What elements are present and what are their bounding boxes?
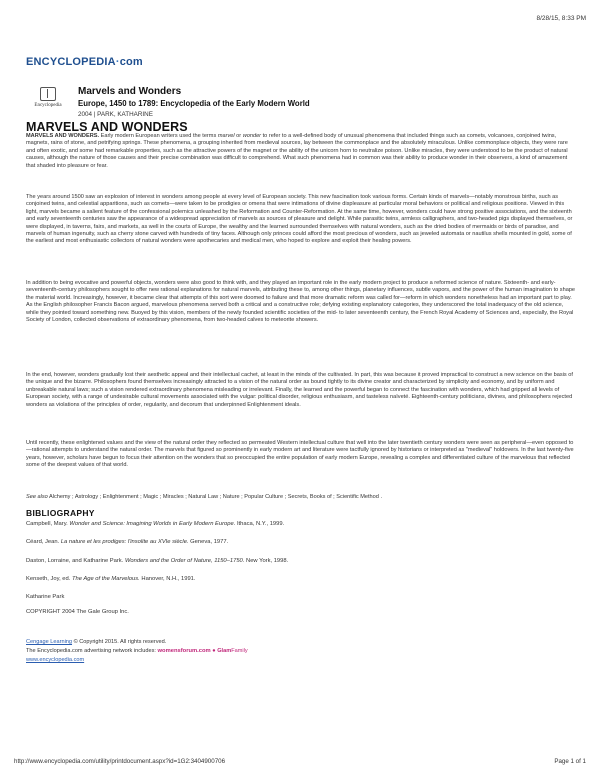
book-icon	[40, 87, 56, 101]
womensforum-logo[interactable]: womensforum.com	[157, 648, 211, 654]
article-source: Europe, 1450 to 1789: Encyclopedia of the Early Modern World	[78, 99, 310, 108]
paragraph-lead: MARVELS AND WONDERS.	[26, 133, 100, 139]
print-url: http://www.encyclopedia.com/utility/printdocument.aspx?id=1G2:3404900706	[14, 758, 226, 765]
see-also	[26, 494, 382, 500]
cengage-link[interactable]: Cengage Learning	[26, 639, 73, 645]
encyclopedia-badge	[26, 87, 70, 108]
author-name: Katharine Park	[26, 594, 65, 600]
encyclopedia-logo[interactable]	[26, 56, 143, 68]
logo-part-1: ENCYCLOPEDIA	[26, 56, 116, 68]
article-meta: 2004 | PARK, KATHARINE	[78, 111, 153, 118]
see-also-list: Alchemy ; Astrology ; Enlightenment ; Magic ; Miracles ; Natural Law ; Nature ; Popular Culture ; Secrets, Books of ; Scientific Method .	[47, 494, 382, 500]
bibliography-entry: Kenseth, Joy, ed. The Age of the Marvelous. Hanover, N.H., 1991.	[26, 576, 196, 582]
logo-part-2: ·	[115, 56, 120, 68]
paragraph-4: In the end, however, wonders gradually lost their aesthetic appeal and their intellectual cachet, at least in the minds of the cultivated. In part, this was because it proved impractical to construct a new science on the basis of the unique and the bizarre. Philosophers found themselves increasingly attracted to a vision of the natural order as bound tightly to its divine creator and characterized by simplicity and economy, and by uniform and unbreakable natural laws; such a vision rendered extraordinary phenomena misleading or irrelevant. Finally, the learned and the powerful began to connect the fascination with wonders, which had gripped all levels of European society, with a range of undesirable cultural movements associated with the vulgar: political disorder, religious enthusiasm, and tasteless naïveté. Eighteenth-century politicians, divines, and philosophers rejected wonders as violations of the principles of order, regularity, and decorum that underpinned Enlightenment ideals.	[26, 372, 573, 408]
footer-rights: Cengage Learning © Copyright 2015. All rights reserved.	[26, 639, 167, 645]
paragraph-2: The years around 1500 saw an explosion of interest in wonders among people at every level of European society. This new fascination took various forms. Certain kinds of marvels—notably monstrous births, such as conjoined twins, and celestial apparitions, such as comets—were taken to be prodigies or omens that were intimations of divine displeasure at particular moral behaviors or political and religious positions. Viewed in this light, marvels became a salient feature of the confessional polemics unleashed by the Reformation and Counter-Reformation. At the same time, however, wonders could have strong positive associations, and the sixteenth and early seventeenth centuries saw the appearance of a widespread appreciation of marvels as sources of pleasure and delight. While parasitic twins, armless calligraphers, and two-headed pigs displayed themselves, or were displayed, in taverns, fairs, and markets, as well in the courts of Europe, the wealthy and the learned surrounded themselves with natural wonders, such as the dried bodies of mermaids or birds of paradise, and marvels of human ingenuity, such as cherry stone carved with hundreds of tiny faces. Although only princes could afford the most precious of wonders, such as jeweled automata or nautilus shells mounted in gold, some of the earliest and most enthusiastic collectors of natural wonders were apothecaries and medical men, who hoped to explore and exploit their healing powers.	[26, 194, 573, 245]
bibliography-entry: Daston, Lorraine, and Katharine Park. Wonders and the Order of Nature, 1150–1750. New York, 1998.	[26, 558, 289, 564]
paragraph-1: MARVELS AND WONDERS. Early modern European writers used the terms marvel or wonder to refer to a well-defined body of unusual phenomena that included things such as comets, volcanoes, conjoined twins, magnets, rains of stone, and petrifying springs. These phenomena, a grouping inherited from medieval sources, lay between the commonplace and the absolutely miraculous. Unlike commonplace objects, they were rare and often exotic, and some had remarkable properties, such as the attractive powers of the magnet or the ability of the unicorn horn to neutralize poison. Unlike miracles, they were understood to be the product of natural causes, although the nature of those causes and their precise combination was difficult to comprehend. What such phenomena had in common was their ability to produce wonder in their observers, a kind of amazement that shaded into pleasure or fear.	[26, 133, 568, 169]
bibliography-heading: BIBLIOGRAPHY	[26, 508, 95, 518]
page-number: Page 1 of 1	[554, 758, 586, 765]
logo-part-3: com	[119, 56, 143, 68]
bibliography-entry: Campbell, Mary. Wonder and Science: Imagining Worlds in Early Modern Europe. Ithaca, N.Y., 1999.	[26, 521, 285, 527]
site-link[interactable]: www.encyclopedia.com	[26, 657, 85, 663]
article-title: Marvels and Wonders	[78, 86, 182, 97]
copyright-line: COPYRIGHT 2004 The Gale Group Inc.	[26, 609, 129, 615]
paragraph-3: In addition to being evocative and powerful objects, wonders were also good to think with, and they played an important role in the early modern project to produce a reformed science of nature. Sixteenth- and early-seventeenth-century philosophers sought to offer new rational explanations for natural marvels, attributing these to, among other things, planetary influences, subtle vapors, and the power of the human imagination to shape the material world. Increasingly, however, it became clear that attempts of this sort were doomed to failure and that more dramatic reform was called for—reform in which wonders nonetheless had an important part to play. As the English philosopher Francis Bacon argued, marvelous phenomena served both a critical and a constructive role; defying existing explanatory categories, they underscored the total inadequacy of the old science, while they pointed toward something new. Buoyed by this vision, members of the newly founded scientific societies of the mid- to later seventeenth century, the French Royal Academy of Sciences and, especially, the Royal Society of London, collected observations of extraordinary phenomena, from two-headed calves to meteorite showers.	[26, 280, 576, 324]
badge-label: Encyclopedia	[34, 103, 62, 108]
paragraph-5: Until recently, these enlightened values and the view of the natural order they reflected so permeated Western intellectual culture that well into the later twentieth century wonders were seen as peripheral—even opposed to—rational attempts to understand the natural order. The marvels that figured so prominently in early modern art and literature were tactfully ignored by historians or interpreted as "medieval" holdovers. In the last twenty-five years, however, scholars have begun to focus their attention on the wonders that so preoccupied the entire population of early modern Europe, revealing a complex and differentiated culture of the marvelous that reflected some of the deepest values of that world.	[26, 440, 574, 469]
glam-family-logo[interactable]: ● GlamFamily	[212, 648, 248, 654]
article-heading: MARVELS AND WONDERS	[26, 120, 188, 134]
footer-network: The Encyclopedia.com advertising network includes: womensforum.com ● GlamFamily	[26, 648, 248, 654]
bibliography-entry: Céard, Jean. La nature et les prodiges: l'insolite au XVIe siècle. Geneva, 1977.	[26, 539, 229, 545]
see-also-prefix: See also	[26, 494, 48, 500]
print-datetime: 8/28/15, 8:33 PM	[536, 15, 586, 22]
